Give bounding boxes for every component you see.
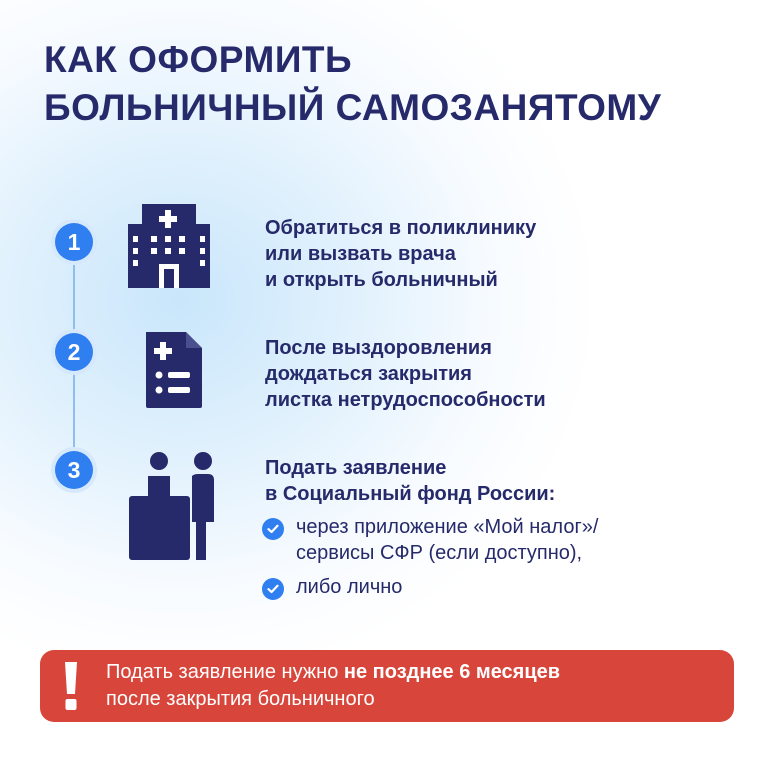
option-app-services-text: [296, 514, 598, 566]
step-2-number-badge: 2: [55, 333, 93, 371]
step-1-number-badge: 1: [55, 223, 93, 261]
option-in-person-line-1: либо лично: [296, 576, 403, 598]
deadline-alert-line-1: [106, 659, 560, 686]
step-1-line-3: и открыть больничный: [265, 269, 498, 291]
deadline-alert-text-regular: Подать заявление нужно: [106, 661, 344, 683]
step-3-line-2: в Социальный фонд России:: [265, 483, 556, 505]
deadline-alert-line-2: после закрытия больничного: [106, 688, 375, 710]
step-1-line-1: Обратиться в поликлинику: [265, 217, 537, 239]
deadline-alert-text-bold: не позднее 6 месяцев: [343, 661, 561, 683]
step-3-line-1: Подать заявление: [265, 457, 447, 479]
step-2-line-2: дождаться закрытия: [265, 363, 472, 385]
step-1-text: [265, 215, 735, 293]
check-circle-icon: [262, 518, 284, 540]
option-app-services: [262, 514, 598, 566]
option-in-person: [262, 574, 402, 600]
people-at-desk-icon: [126, 448, 220, 562]
step-1-line-2: или вызвать врача: [265, 243, 456, 265]
deadline-alert-text: [106, 659, 560, 713]
option-in-person-text: [296, 574, 402, 600]
option-app-services-line-1: через приложение «Мой налог»/: [296, 516, 599, 538]
page-title-line-1: КАК ОФОРМИТЬ: [44, 39, 353, 80]
step-2-text: [265, 335, 735, 413]
page-title: [44, 36, 744, 132]
check-circle-icon: [262, 578, 284, 600]
step-3-number-badge: 3: [55, 451, 93, 489]
step-2-line-3: листка нетрудоспособности: [265, 389, 546, 411]
step-3-text: [265, 455, 735, 507]
option-app-services-line-2: сервисы СФР (если доступно),: [296, 542, 583, 564]
medical-document-icon: [140, 330, 208, 410]
step-2-line-1: После выздоровления: [265, 337, 492, 359]
page-title-line-2: БОЛЬНИЧНЫЙ САМОЗАНЯТОМУ: [44, 87, 662, 128]
hospital-building-icon: [122, 192, 222, 292]
exclamation-icon: [58, 660, 84, 712]
deadline-alert-banner: [40, 650, 734, 722]
